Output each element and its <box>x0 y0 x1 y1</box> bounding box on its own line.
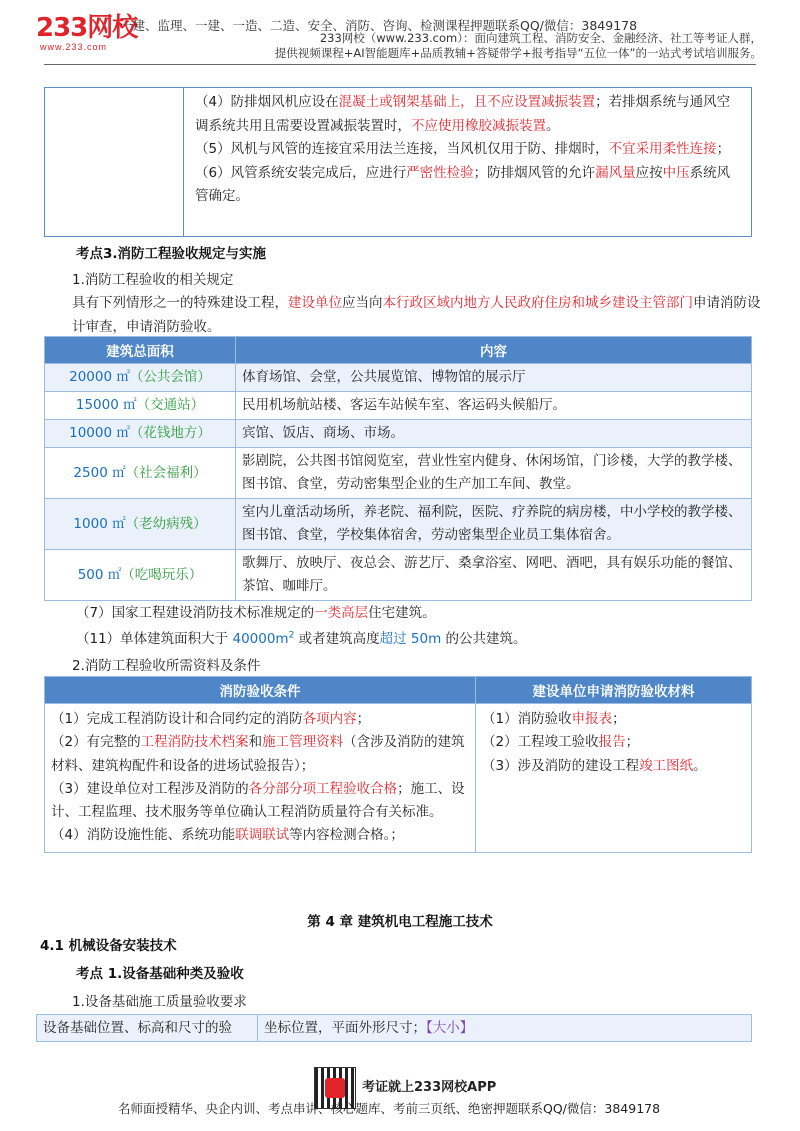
note-6: （6）风管系统安装完成后，应进行严密性检验；防排烟风管的允许漏风量应按中压系统风管确定。 <box>195 164 731 204</box>
table-row <box>45 550 752 601</box>
header-divider <box>44 64 756 65</box>
section-3-sub1: 1.消防工程验收的相关规定 <box>72 272 234 288</box>
header-service-line: 提供视频课程+AI智能题库+品质教辅+答疑带学+报考指导“五位一体”的一站式考试培训服务。 <box>274 46 762 60</box>
material-1: （1）消防验收申报表； <box>482 711 626 727</box>
content-cell: 民用机场航站楼、客运车站候车室、客运码头候船厅。 <box>236 392 752 420</box>
area-cell: 15000 ㎡（交通站） <box>45 392 236 420</box>
smoke-fan-notes-box <box>44 87 752 237</box>
note-5: （5）风机与风管的连接宜采用法兰连接，当风机仅用于防、排烟时，不宜采用柔性连接； <box>195 141 731 157</box>
section-3-title: 考点3.消防工程验收规定与实施 <box>76 246 267 262</box>
note-11: （11）单体建筑面积大于 $40000m^2$ 或者建筑高度超过 50m 的公共建筑。 <box>76 630 527 647</box>
content-cell: 体育场馆、会堂，公共展览馆、博物馆的展示厅 <box>236 364 752 392</box>
section-4-1-title: 4.1 机械设备安装技术 <box>40 938 177 954</box>
col-header-materials: 建设单位申请消防验收材料 <box>476 677 752 704</box>
col-header-conditions: 消防验收条件 <box>45 677 476 704</box>
logo-url: www.233.com <box>40 42 108 52</box>
section-3-sub2: 2.消防工程验收所需资料及条件 <box>72 658 261 674</box>
material-3: （3）涉及消防的建设工程竣工图纸。 <box>482 757 707 774</box>
footer-contact-line: 名师面授精华、央企内训、考点串讲、核心题库、考前三页纸、绝密押题联系QQ/微信：3849178 <box>118 1101 661 1116</box>
condition-4: （4）消防设施性能、系统功能联调联试等内容检测合格。； <box>51 827 404 844</box>
table-row <box>45 704 752 853</box>
table-row <box>45 420 752 448</box>
table-row <box>45 392 752 420</box>
table-row <box>37 1015 752 1042</box>
content-cell: 宾馆、饭店、商场、市场。 <box>236 420 752 448</box>
conditions-cell <box>45 704 476 853</box>
note-4: （4）防排烟风机应设在混凝土或钢架基础上，且不应设置减振装置；若排烟系统与通风空调系统共用且需要设置减振装置时，不应使用橡胶减振装置。 <box>195 94 731 134</box>
point-1-title: 考点 1.设备基础种类及验收 <box>76 966 244 982</box>
col-header-area: 建筑总面积 <box>45 337 236 364</box>
check-detail-cell: 坐标位置，平面外形尺寸；【大小】 <box>258 1015 752 1042</box>
foundation-check-table <box>36 1014 752 1042</box>
building-area-table <box>44 336 752 601</box>
condition-1: （1）完成工程消防设计和合同约定的消防各项内容； <box>51 711 371 727</box>
area-cell: 10000 ㎡（花钱地方） <box>45 420 236 448</box>
footer-app-slogan: 考证就上233网校APP <box>362 1080 497 1095</box>
table-row <box>45 364 752 392</box>
check-item-cell: 设备基础位置、标高和尺寸的验 <box>37 1015 258 1042</box>
condition-2: （2）有完整的工程消防技术档案和施工管理资料（含涉及消防的建筑材料、建筑构配件和设备的进场试验报告）； <box>51 734 465 774</box>
col-header-content: 内容 <box>236 337 752 364</box>
header-intro-line: 233网校（www.233.com）：面向建筑工程、消防安全、金融经济、社工等考证人群， <box>319 31 762 45</box>
material-2: （2）工程竣工验收报告； <box>482 734 640 751</box>
table-row <box>45 499 752 550</box>
acceptance-table <box>44 676 752 853</box>
app-logo-icon <box>325 1078 345 1098</box>
chapter-title: 第 4 章 建筑机电工程施工技术 <box>307 914 493 930</box>
table-row <box>45 448 752 499</box>
area-cell: 2500 ㎡（社会福利） <box>45 448 236 499</box>
materials-cell <box>476 704 752 853</box>
content-cell: 歌舞厅、放映厅、夜总会、游艺厅、桑拿浴室、网吧、酒吧，具有娱乐功能的餐馆、茶馆、咖啡厅。 <box>236 550 752 601</box>
logo-text: 233网校 <box>36 13 138 43</box>
header-contact-line: 一建、监理、一建、一造、二造、安全、消防、咨询、检测课程押题联系QQ/微信：3849178 <box>120 18 638 33</box>
area-cell: 500 ㎡（吃喝玩乐） <box>45 550 236 601</box>
condition-3: （3）建设单位对工程涉及消防的各分部分项工程验收合格；施工、设计、工程监理、技术服务等单位确认工程消防质量符合有关标准。 <box>51 780 465 821</box>
content-cell: 室内儿童活动场所，养老院、福利院，医院、疗养院的病房楼，中小学校的教学楼、图书馆、食堂，学校集体宿舍，劳动密集型企业员工集体宿舍。 <box>236 499 752 550</box>
point-1-sub: 1.设备基础施工质量验收要求 <box>72 994 247 1010</box>
section-3-intro: 具有下列情形之一的特殊建设工程，建设单位应当向本行政区域内地方人民政府住房和城乡建设主管部门申请消防设计审查，申请消防验收。 <box>72 295 761 335</box>
area-cell: 1000 ㎡（老幼病残） <box>45 499 236 550</box>
area-cell: 20000 ㎡（公共会馆） <box>45 364 236 392</box>
box-divider <box>183 88 184 236</box>
note-7: （7）国家工程建设消防技术标准规定的一类高层住宅建筑。 <box>76 605 436 621</box>
content-cell: 影剧院，公共图书馆阅览室，营业性室内健身、休闲场馆，门诊楼，大学的教学楼、图书馆、食堂，劳动密集型企业的生产加工车间、教堂。 <box>236 448 752 499</box>
